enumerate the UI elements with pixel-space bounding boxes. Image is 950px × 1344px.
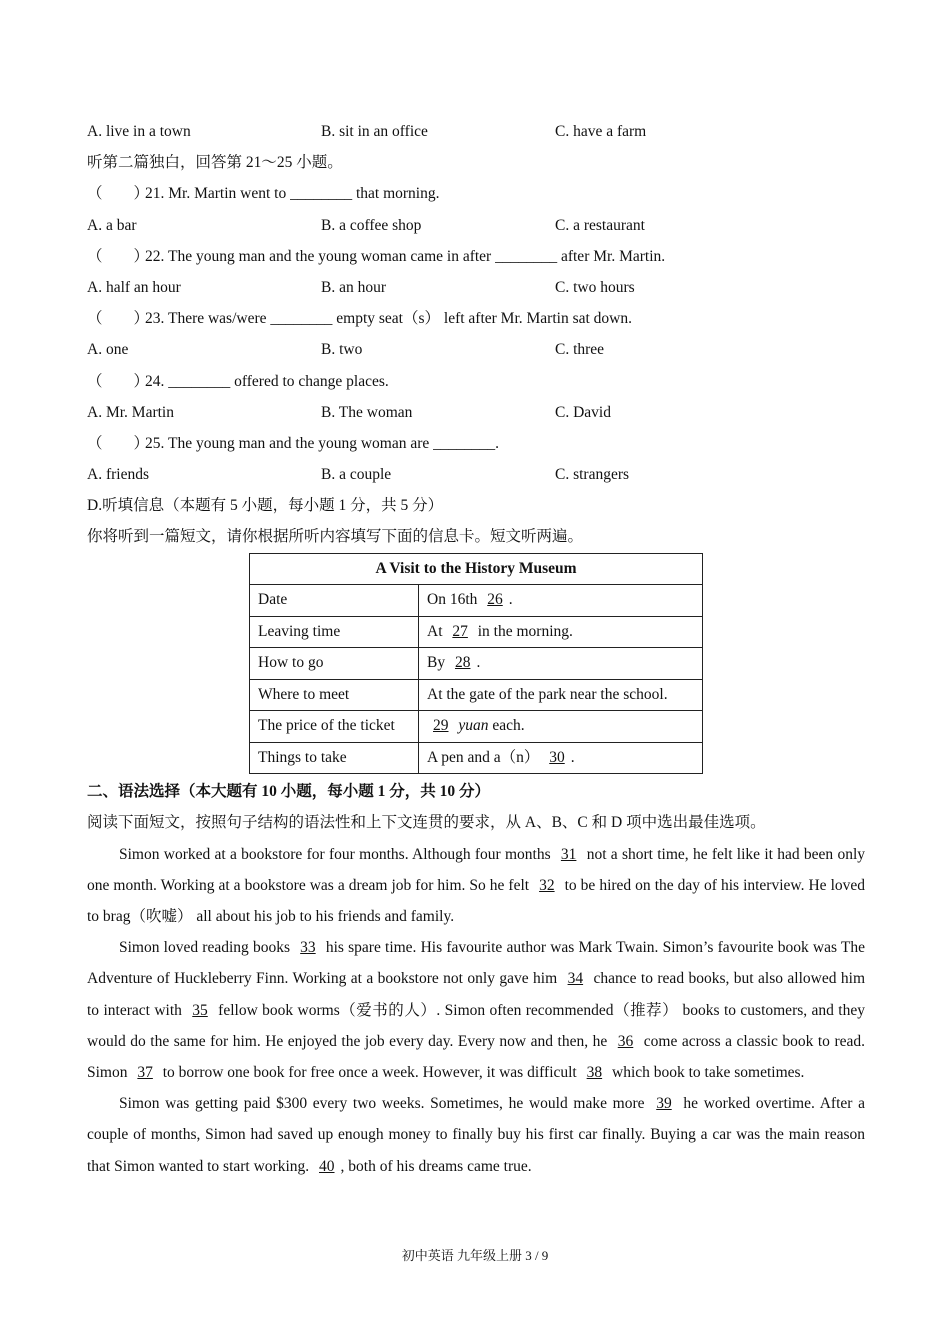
- option-c: C. have a farm: [555, 123, 647, 140]
- option-a: A. live in a town: [87, 123, 191, 140]
- question-stem: [87, 178, 865, 209]
- blank-34[interactable]: 34: [567, 970, 584, 988]
- question-options: [87, 334, 865, 365]
- question-stem: [87, 303, 865, 334]
- passage-paragraph-2: Simon loved reading books 33 his spare time. His favourite author was Mark Twain. Simon’s favourite book was The Adventure of Huckleberry Finn. Working at a bookstore not only gave him 34 chance to read books, but also allowed him to interact with 35 fellow book worms（爱书的人）. Simon often recommended（推荐） books to customers, and they would do the same for him. He enjoyed the job every day. Every now and then, he 36 come across a classic book to read. Simon 37 to borrow one book for free once a week. However, it was difficult 38 which book to take sometimes.: [87, 939, 866, 1081]
- info-key: Leaving time: [250, 616, 419, 648]
- info-card-title: A Visit to the History Museum: [250, 553, 703, 585]
- question-stem: [87, 366, 865, 397]
- info-key: Date: [250, 585, 419, 617]
- question-stem: [87, 241, 865, 272]
- info-key: The price of the ticket: [250, 711, 419, 743]
- option-a: A. one: [87, 341, 129, 359]
- blank-36[interactable]: 36: [617, 1032, 634, 1050]
- question-options: [87, 459, 865, 490]
- info-card-row: [250, 616, 703, 648]
- info-value: At 27 in the morning.: [419, 616, 703, 648]
- part2-instruction: 阅读下面短文，按照句子结构的语法性和上下文连贯的要求，从 A、B、C 和 D 项中选出最佳选项。: [87, 814, 766, 832]
- info-value: At the gate of the park near the school.: [419, 679, 703, 711]
- info-key: Things to take: [250, 742, 419, 774]
- blank-39[interactable]: 39: [656, 1095, 672, 1113]
- info-value: On 16th 26 .: [419, 585, 703, 617]
- question-options: [87, 397, 865, 428]
- option-c: C. strangers: [555, 466, 630, 484]
- blank-28[interactable]: 28: [454, 654, 471, 672]
- answer-paren[interactable]: （ ）: [87, 247, 150, 265]
- currency-word: yuan: [458, 717, 489, 735]
- blank-38[interactable]: 38: [586, 1063, 603, 1081]
- info-card-row: [250, 711, 703, 743]
- option-b: B. a couple: [321, 466, 392, 484]
- info-key: Where to meet: [250, 679, 419, 711]
- blank-30[interactable]: 30: [549, 748, 565, 766]
- info-card-row: [250, 585, 703, 617]
- info-card-row: [250, 648, 703, 680]
- option-a: A. a bar: [87, 216, 137, 234]
- part2-heading: 二、语法选择（本大题有 10 小题，每小题 1 分，共 10 分）: [87, 783, 491, 801]
- option-b: B. sit in an office: [321, 123, 428, 140]
- blank-40[interactable]: 40: [319, 1157, 335, 1175]
- section-d-heading: D.听填信息（本题有 5 小题，每小题 1 分，共 5 分）: [87, 497, 444, 515]
- info-card-table: [249, 553, 703, 775]
- option-c: C. two hours: [555, 278, 635, 296]
- option-c: C. David: [555, 403, 611, 421]
- info-value: By 28 .: [419, 648, 703, 680]
- passage-paragraph-1: Simon worked at a bookstore for four months. Although four months 31 not a short time, he felt like it had been only one month. Working at a bookstore was a dream job for him. So he felt 32 to be hired on the day of his interview. He loved to brag（吹嘘） all about his job to his friends and family.: [87, 845, 866, 925]
- section-d-instruction: 你将听到一篇短文，请你根据所听内容填写下面的信息卡。短文听两遍。: [87, 528, 584, 546]
- blank-26[interactable]: 26: [487, 591, 503, 609]
- passage-paragraph-3: Simon was getting paid $300 every two weeks. Sometimes, he would make more 39 he worked overtime. After a couple of months, Simon had saved up enough money to finally buy his first car finally. Buying a car was the main reason that Simon wanted to start working. 40 , both of his dreams came true.: [87, 1095, 865, 1175]
- blank-27[interactable]: 27: [452, 622, 468, 640]
- passage: [87, 839, 865, 1182]
- answer-paren[interactable]: （ ）: [87, 310, 150, 328]
- info-value: 29 yuan each.: [419, 711, 703, 743]
- answer-paren[interactable]: （ ）: [87, 185, 150, 203]
- option-c: C. a restaurant: [555, 216, 645, 234]
- blank-33[interactable]: 33: [300, 939, 316, 957]
- question-text: 23. There was/were ________ empty seat（s） left after Mr. Martin sat down.: [145, 310, 632, 328]
- question-list: [87, 178, 865, 490]
- answer-paren[interactable]: （ ）: [87, 372, 150, 390]
- q20-options: [87, 116, 865, 147]
- info-key: How to go: [250, 648, 419, 680]
- question-text: 22. The young man and the young woman came in after ________ after Mr. Martin.: [145, 247, 666, 265]
- blank-31[interactable]: 31: [560, 845, 577, 863]
- blank-35[interactable]: 35: [192, 1001, 208, 1019]
- answer-paren[interactable]: （ ）: [87, 434, 150, 452]
- question-options: [87, 272, 865, 303]
- blank-29[interactable]: 29: [433, 717, 449, 735]
- info-card-row: [250, 679, 703, 711]
- page-footer: 初中英语 九年级上册 3 / 9: [401, 1248, 549, 1263]
- question-text: 25. The young man and the young woman are ________.: [145, 434, 499, 452]
- option-b: B. a coffee shop: [321, 216, 422, 234]
- question-options: [87, 210, 865, 241]
- blank-32[interactable]: 32: [539, 876, 555, 894]
- option-c: C. three: [555, 341, 605, 359]
- question-text: 21. Mr. Martin went to ________ that morning.: [145, 185, 440, 203]
- option-a: A. friends: [87, 466, 149, 484]
- option-a: A. Mr. Martin: [87, 403, 174, 421]
- question-text: 24. ________ offered to change places.: [145, 372, 389, 390]
- option-a: A. half an hour: [87, 278, 181, 296]
- info-card-row: [250, 742, 703, 774]
- option-b: B. The woman: [321, 403, 413, 421]
- option-b: B. two: [321, 341, 363, 359]
- page-content: [87, 116, 865, 1182]
- question-stem: [87, 428, 865, 459]
- blank-37[interactable]: 37: [137, 1063, 153, 1081]
- option-b: B. an hour: [321, 278, 387, 296]
- info-value: A pen and a（n） 30 .: [419, 742, 703, 774]
- monologue-instruction: 听第二篇独白，回答第 21～25 小题。: [87, 154, 343, 172]
